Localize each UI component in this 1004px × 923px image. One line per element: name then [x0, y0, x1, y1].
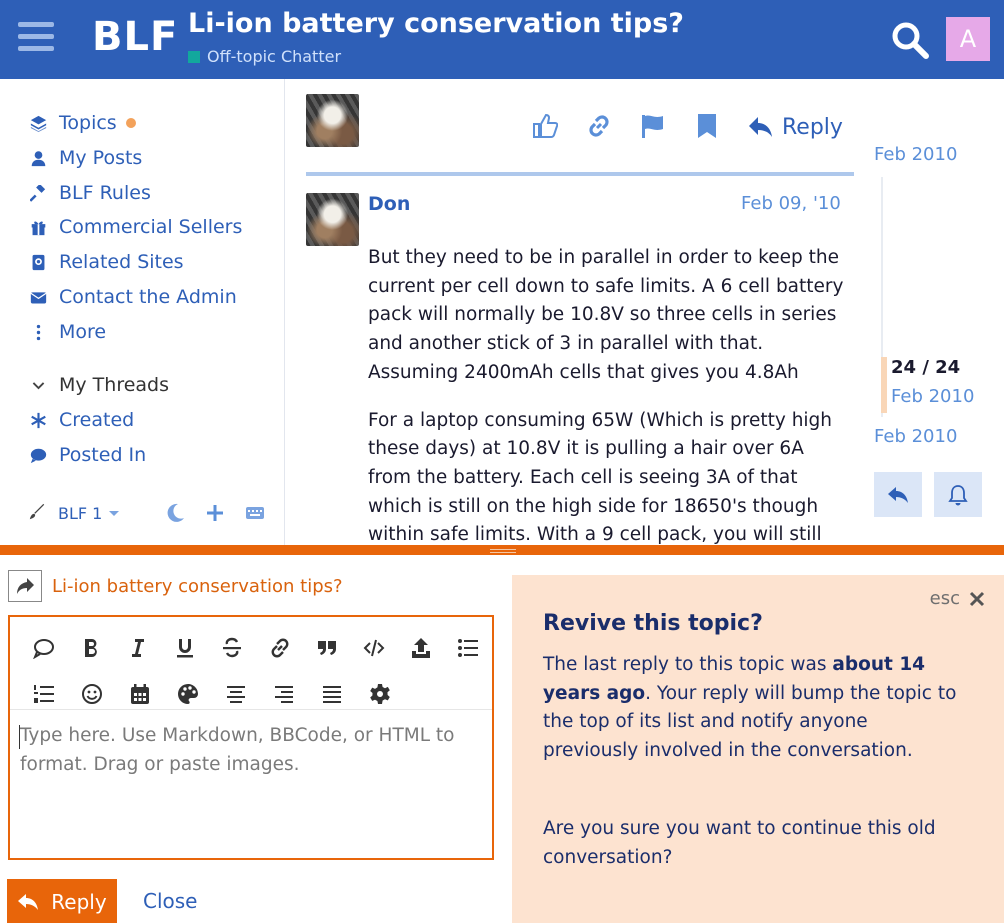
search-icon[interactable] — [890, 20, 930, 60]
post-actions — [532, 113, 843, 141]
reply-textarea[interactable]: Type here. Use Markdown, BBCode, or HTML to format. Drag or paste images. — [20, 725, 455, 775]
sidebar-item-label: Posted In — [59, 444, 147, 466]
previous-post-avatar[interactable] — [306, 94, 359, 147]
italic-icon[interactable] — [114, 628, 161, 668]
bold-icon[interactable] — [67, 628, 114, 668]
book-icon — [28, 252, 48, 272]
reply-icon — [17, 891, 39, 913]
reply-label: Reply — [782, 114, 843, 140]
timeline-position: 24 / 24 — [891, 357, 961, 378]
timeline-position-date: Feb 2010 — [891, 386, 975, 407]
site-logo[interactable]: BLF — [92, 14, 179, 60]
user-icon — [28, 148, 48, 168]
revive-title: Revive this topic? — [543, 611, 763, 636]
theme-label: BLF 1 — [58, 503, 103, 523]
bookmark-icon[interactable] — [694, 113, 722, 141]
post-date[interactable]: Feb 09, '10 — [741, 193, 841, 214]
gavel-icon — [28, 183, 48, 203]
sidebar-item-commercial-sellers[interactable] — [28, 216, 242, 238]
plus-icon[interactable] — [205, 503, 225, 523]
esc-label: esc — [929, 588, 960, 609]
poster-avatar[interactable] — [306, 193, 359, 246]
ellipsis-vertical-icon — [28, 322, 48, 342]
moon-icon[interactable] — [165, 503, 185, 523]
sidebar-section-my-threads[interactable] — [28, 374, 169, 396]
calendar-icon[interactable] — [116, 674, 164, 714]
emoji-icon[interactable] — [68, 674, 116, 714]
sidebar-item-more[interactable] — [28, 321, 106, 343]
envelope-icon — [28, 287, 48, 307]
sidebar-item-label: My Posts — [59, 147, 143, 169]
sidebar-item-topics[interactable] — [28, 112, 136, 134]
sidebar-item-posted-in[interactable] — [28, 444, 146, 466]
sidebar-item-label: Related Sites — [59, 251, 184, 273]
post-paragraph: But they need to be in parallel in order to keep the current per cell down to safe limits. A 6 cell battery pack will normally be 10.8V so three cells in series and another stick of 3 in parallel with that. Assuming 2400mAh cells that gives you 4.8Ah — [368, 247, 844, 383]
bell-icon — [947, 484, 969, 506]
topic-category[interactable] — [188, 47, 341, 66]
align-center-icon[interactable] — [212, 674, 260, 714]
post-divider — [306, 172, 854, 176]
post-body — [368, 244, 848, 569]
link-icon[interactable] — [256, 628, 303, 668]
sidebar-item-label: Topics — [59, 112, 117, 134]
flag-icon[interactable] — [640, 113, 668, 141]
revive-message: The last reply to this topic was about 14 years ago. Your reply will bump the topic to the top of its list and notify anyone previously involved in the conversation. — [543, 654, 957, 762]
timeline-start-date[interactable]: Feb 2010 — [874, 144, 958, 165]
editor — [8, 615, 494, 860]
code-icon[interactable] — [350, 628, 397, 668]
sidebar-item-label: Created — [59, 409, 135, 431]
gift-icon — [28, 217, 48, 237]
upload-icon[interactable] — [398, 628, 445, 668]
category-label: Off-topic Chatter — [207, 47, 342, 66]
topic-title[interactable]: Li-ion battery conservation tips? — [188, 8, 684, 39]
site-header — [0, 0, 1004, 79]
revive-question: Are you sure you want to continue this old conversation? — [543, 818, 936, 868]
blockquote-icon[interactable] — [303, 628, 350, 668]
strikethrough-icon[interactable] — [209, 628, 256, 668]
sidebar-item-label: Contact the Admin — [59, 286, 237, 308]
revive-topic-panel — [512, 575, 1004, 923]
topic-timeline — [866, 79, 1004, 546]
sidebar-item-blf-rules[interactable] — [28, 182, 151, 204]
theme-selector[interactable] — [28, 503, 120, 523]
underline-icon[interactable] — [162, 628, 209, 668]
timeline-scroller-handle[interactable] — [881, 357, 887, 413]
caret-down-icon — [108, 504, 120, 523]
reply-button-label: Reply — [51, 889, 107, 914]
sidebar — [0, 79, 285, 546]
close-icon — [968, 590, 986, 608]
post-paragraph: For a laptop consuming 65W (Which is pretty high these days) at 10.8V it is pulling a hair over 6A from the battery. Each cell is seeing 3A of that which is still on the high side for 18650's though within safe limits. With a 9 cell pack, you will still — [368, 409, 833, 546]
section-title: My Threads — [59, 374, 170, 396]
sidebar-item-related-sites[interactable] — [28, 251, 184, 273]
post-stream — [286, 79, 866, 546]
keyboard-icon[interactable] — [245, 503, 265, 523]
sidebar-item-label: Commercial Sellers — [59, 216, 243, 238]
reply-icon — [748, 114, 774, 140]
revive-age: about 14 years ago — [543, 654, 926, 704]
sidebar-item-created[interactable] — [28, 409, 134, 431]
close-composer-button[interactable]: Close — [143, 889, 198, 913]
like-icon[interactable] — [532, 113, 560, 141]
quote-bubble-icon[interactable] — [20, 628, 67, 668]
gear-icon[interactable] — [356, 674, 404, 714]
new-indicator-dot — [126, 118, 136, 128]
dismiss-panel-button[interactable] — [930, 588, 986, 609]
reply-icon — [887, 484, 909, 506]
layers-icon — [28, 113, 48, 133]
palette-icon[interactable] — [164, 674, 212, 714]
submit-reply-button[interactable] — [7, 879, 117, 923]
notification-bell-button[interactable] — [934, 472, 982, 517]
composer-resize-grip[interactable] — [490, 549, 516, 553]
hamburger-menu-icon[interactable] — [18, 22, 54, 52]
chevron-down-icon — [28, 375, 48, 395]
share-arrow-icon[interactable] — [8, 570, 42, 602]
timeline-end-date[interactable]: Feb 2010 — [874, 426, 958, 447]
editor-toolbar — [10, 617, 492, 710]
sidebar-item-contact-admin[interactable] — [28, 286, 237, 308]
align-right-icon[interactable] — [260, 674, 308, 714]
bullet-list-icon[interactable] — [445, 628, 492, 668]
category-swatch — [188, 51, 200, 63]
asterisk-icon — [28, 410, 48, 430]
numbered-list-icon[interactable] — [20, 674, 68, 714]
link-icon[interactable] — [586, 113, 614, 141]
post-reply-button[interactable] — [748, 114, 843, 140]
sidebar-item-label: More — [59, 321, 107, 343]
paintbrush-icon — [28, 503, 48, 523]
align-justify-icon[interactable] — [308, 674, 356, 714]
timeline-reply-button[interactable] — [874, 472, 922, 517]
user-avatar[interactable]: A — [946, 17, 990, 61]
poster-username[interactable]: Don — [368, 193, 411, 215]
reply-composer — [0, 545, 1004, 923]
composer-reply-to — [8, 570, 343, 602]
sidebar-item-label: BLF Rules — [59, 182, 151, 204]
sidebar-footer-icons — [165, 503, 285, 523]
composer-topic-title[interactable]: Li-ion battery conservation tips? — [52, 575, 343, 597]
comment-icon — [28, 445, 48, 465]
sidebar-item-my-posts[interactable] — [28, 147, 142, 169]
